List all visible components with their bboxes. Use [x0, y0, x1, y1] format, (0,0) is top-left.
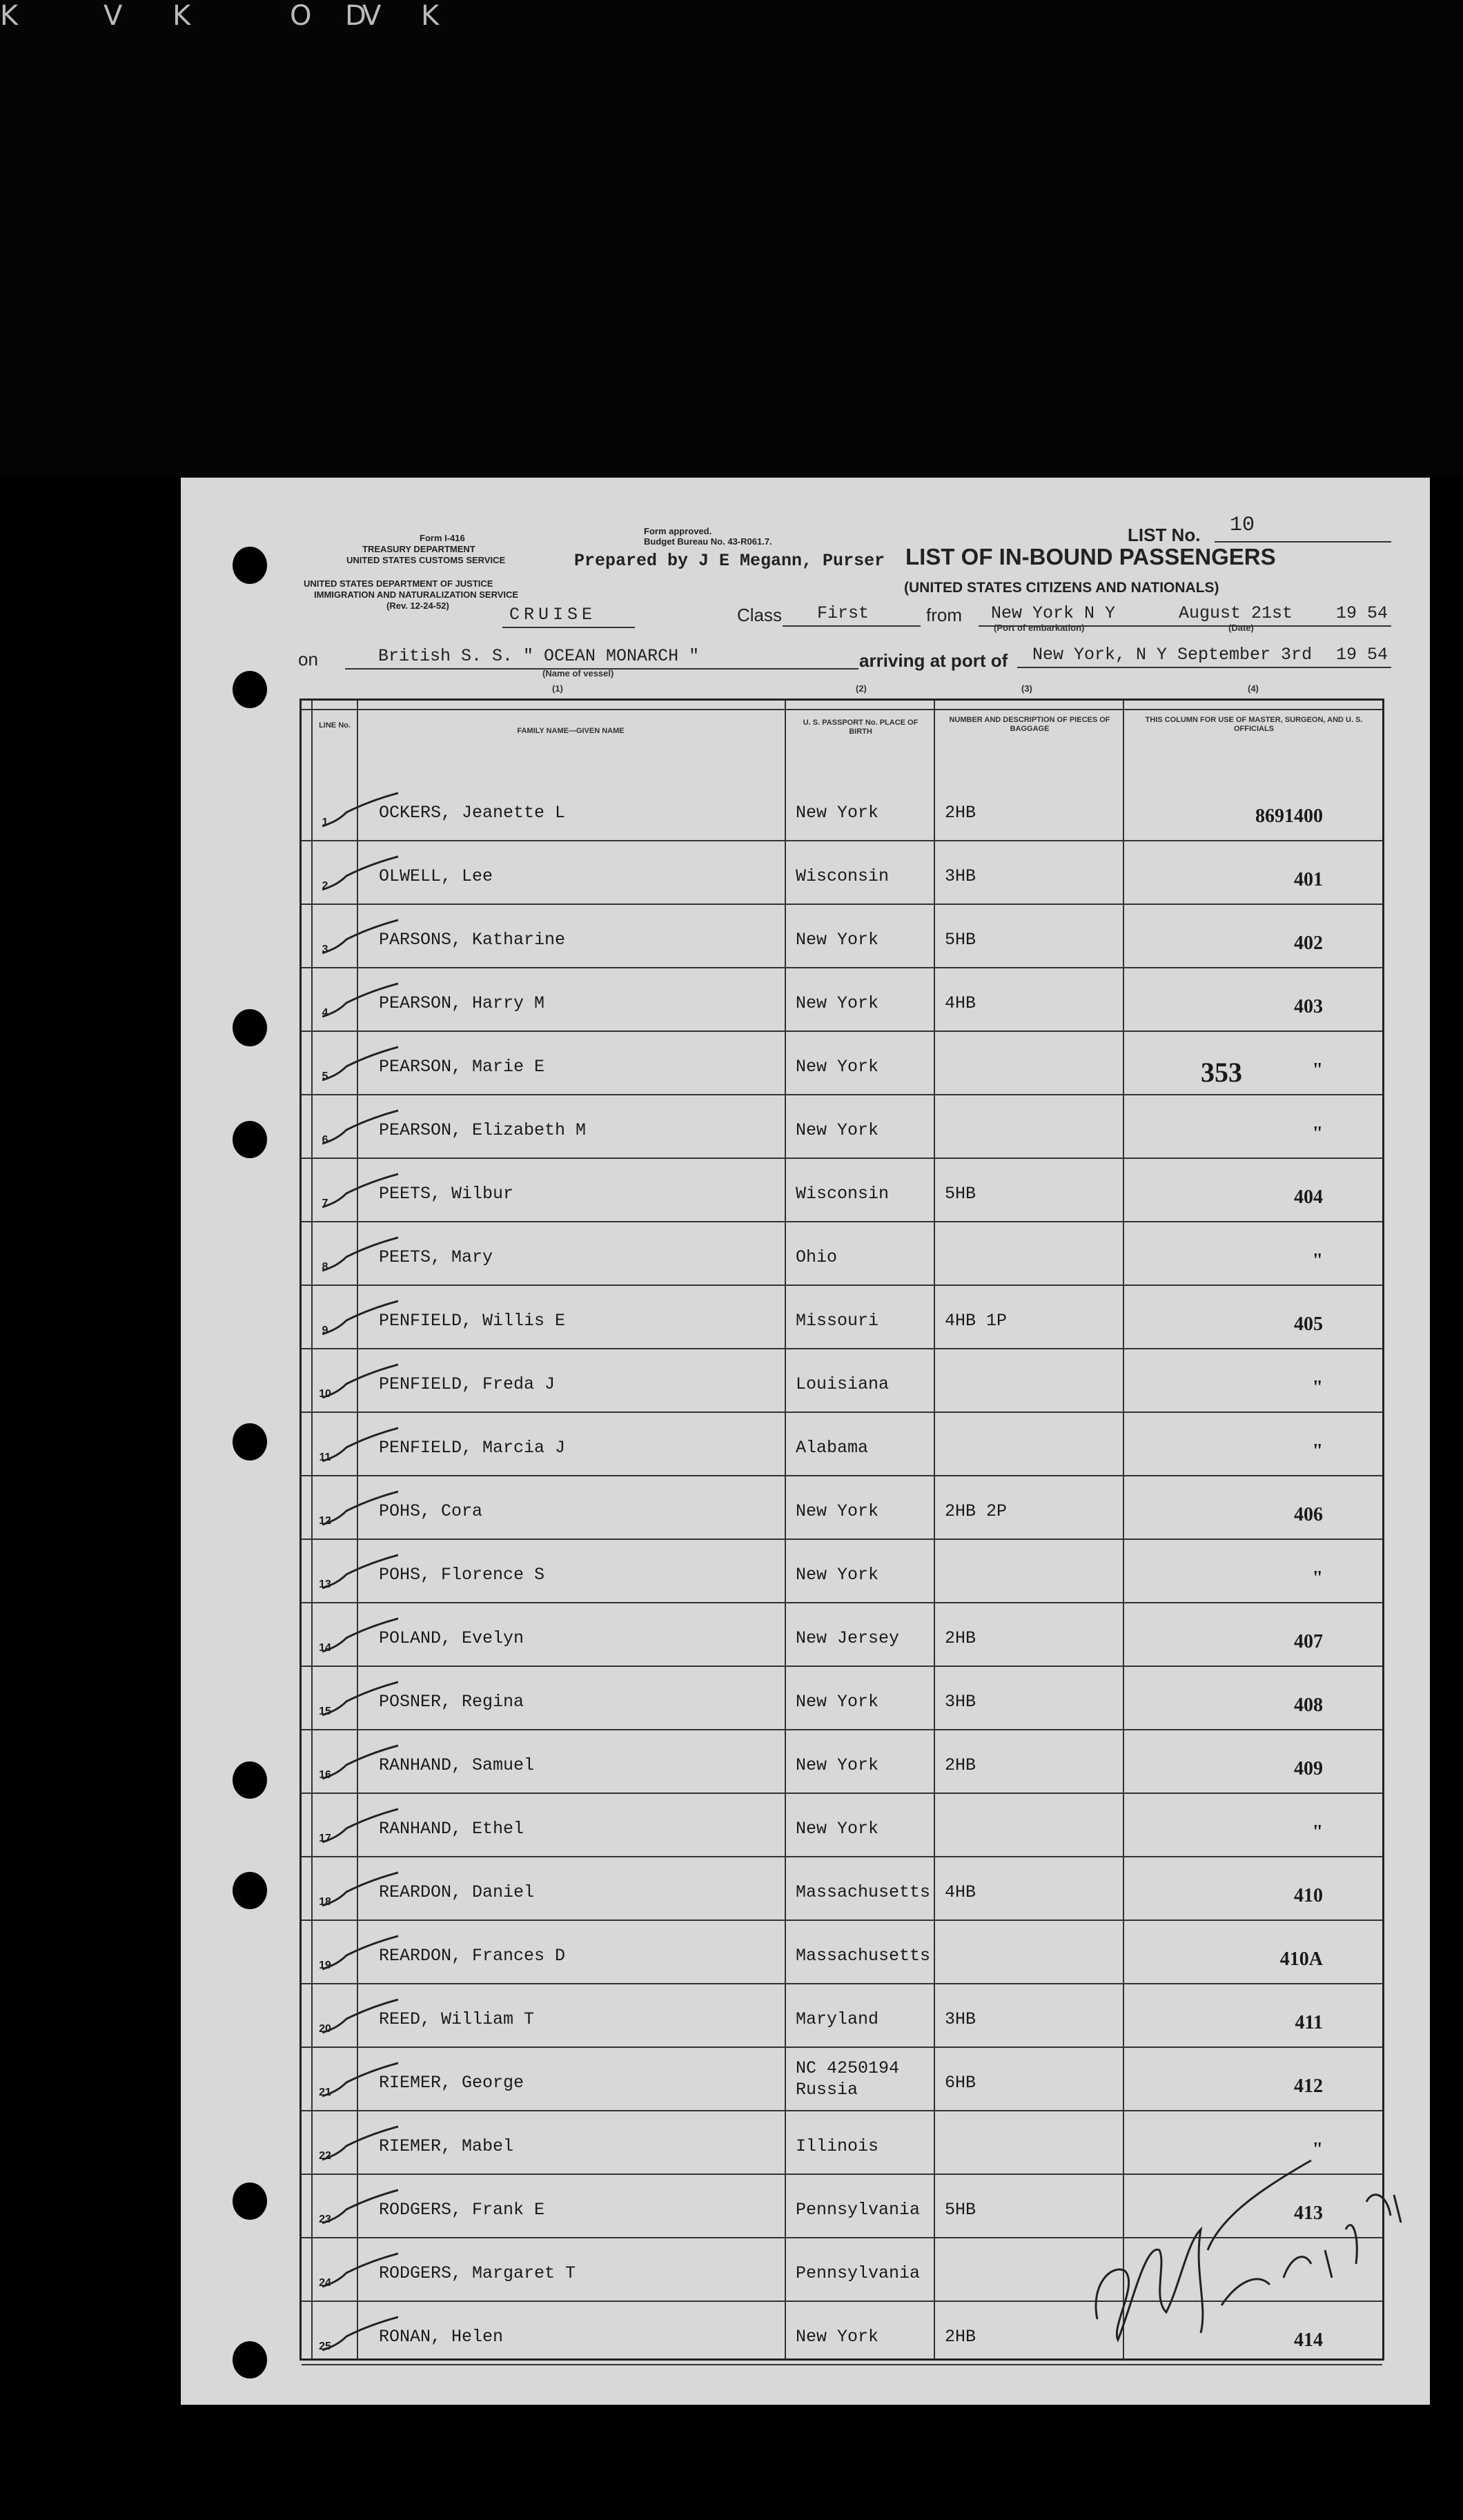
- arrival-port-date: New York, N Y September 3rd: [1032, 645, 1313, 665]
- baggage-count: 6HB: [945, 2073, 976, 2093]
- passenger-name: RANHAND, Samuel: [379, 1755, 535, 1775]
- baggage-count: 4HB 1P: [945, 1311, 1008, 1331]
- passenger-name: POHS, Cora: [379, 1501, 483, 1521]
- passenger-name: REED, William T: [379, 2009, 535, 2029]
- passenger-name: PEARSON, Elizabeth M: [379, 1120, 587, 1140]
- embark-port: New York N Y: [991, 603, 1116, 623]
- port-caption: (Port of embarkation): [994, 623, 1085, 633]
- official-number: 407: [1294, 1631, 1323, 1652]
- line-number: 2: [322, 880, 328, 892]
- official-number: 412: [1294, 2075, 1323, 2097]
- table-row: [302, 841, 1382, 905]
- check-mark-icon: [322, 855, 398, 897]
- col-header-name: FAMILY NAME—GIVEN NAME: [517, 727, 625, 735]
- class-label: Class: [737, 605, 783, 625]
- official-number: 411: [1295, 2012, 1323, 2033]
- place-of-birth: Missouri: [796, 1311, 879, 1331]
- check-mark-icon: [322, 2252, 398, 2294]
- table-row: [302, 1540, 1382, 1603]
- revision-label: (Rev. 12-24-52): [386, 600, 449, 611]
- check-mark-icon: [322, 1300, 398, 1341]
- check-mark-icon: [322, 1617, 398, 1659]
- check-mark-icon: [322, 2125, 398, 2167]
- baggage-count: 3HB: [945, 866, 976, 886]
- passenger-name: RODGERS, Frank E: [379, 2200, 545, 2220]
- table-row: [302, 1413, 1382, 1476]
- place-of-birth: Louisiana: [796, 1374, 890, 1394]
- justice-label: UNITED STATES DEPARTMENT OF JUSTICE: [304, 578, 493, 589]
- embark-year: 19 54: [1336, 603, 1388, 623]
- line-number: 7: [322, 1198, 328, 1209]
- punch-hole: [233, 1009, 267, 1046]
- baggage-count: 5HB: [945, 2200, 976, 2220]
- baggage-count: 4HB: [945, 993, 976, 1013]
- punch-hole: [233, 1872, 267, 1909]
- col-index-2: (2): [856, 683, 867, 694]
- place-of-birth: New York: [796, 1120, 879, 1140]
- form-approved: Form approved.: [644, 526, 712, 536]
- place-of-birth: Wisconsin: [796, 1184, 890, 1204]
- list-number: 10: [1230, 514, 1255, 537]
- table-row: [302, 905, 1382, 968]
- birthplace: Russia: [796, 2080, 858, 2100]
- line-number: 14: [319, 1642, 331, 1654]
- place-of-birth: New Jersey: [796, 1628, 900, 1648]
- line-number: 25: [319, 2341, 331, 2352]
- line-number: 6: [322, 1134, 328, 1146]
- place-of-birth: Pennsylvania: [796, 2200, 921, 2220]
- line-number: 19: [319, 1960, 331, 1971]
- baggage-count: 2HB 2P: [945, 1501, 1008, 1521]
- film-mark: O: [290, 0, 312, 32]
- class-underline: [783, 625, 921, 627]
- film-mark: K: [421, 0, 440, 32]
- table-row: [302, 1349, 1382, 1413]
- official-number: ": [1312, 1250, 1323, 1271]
- check-mark-icon: [322, 1808, 398, 1849]
- place-of-birth: New York: [796, 2327, 879, 2347]
- col-index-4: (4): [1248, 683, 1259, 694]
- place-of-birth: Pennsylvania: [796, 2263, 921, 2283]
- place-of-birth: Ohio: [796, 1247, 838, 1267]
- check-mark-icon: [322, 919, 398, 960]
- line-number: 4: [322, 1007, 328, 1019]
- table-row: [302, 778, 1382, 841]
- passenger-table: [300, 699, 1384, 2361]
- passenger-name: RIEMER, Mabel: [379, 2136, 514, 2156]
- line-number: 24: [319, 2277, 331, 2289]
- film-mark: V: [362, 0, 382, 32]
- official-number: 409: [1294, 1758, 1323, 1779]
- check-mark-icon: [322, 1490, 398, 1532]
- place-of-birth: [796, 2058, 899, 2100]
- line-number: 22: [319, 2150, 331, 2162]
- official-number: 414: [1294, 2329, 1323, 2351]
- check-mark-icon: [322, 1744, 398, 1786]
- official-number: 413: [1294, 2202, 1323, 2224]
- col-header-line: LINE No.: [319, 721, 351, 730]
- official-number: ": [1312, 1567, 1323, 1589]
- check-mark-icon: [322, 1173, 398, 1214]
- col-header-baggage: NUMBER AND DESCRIPTION OF PIECES OF BAGGAGE: [949, 716, 1110, 733]
- passenger-name: PEARSON, Harry M: [379, 993, 545, 1013]
- row-divider: [302, 2364, 1382, 2365]
- line-number: 1: [322, 817, 328, 828]
- table-row: [302, 1730, 1382, 1794]
- line-number: 21: [319, 2087, 331, 2098]
- official-number: 403: [1294, 996, 1323, 1017]
- punch-hole: [233, 1121, 267, 1158]
- line-number: 17: [319, 1833, 331, 1844]
- official-number: 410: [1294, 1885, 1323, 1906]
- film-mark: K: [173, 0, 191, 32]
- check-mark-icon: [322, 982, 398, 1024]
- check-mark-icon: [322, 2189, 398, 2230]
- official-number: 402: [1294, 932, 1323, 954]
- punch-hole: [233, 1423, 267, 1461]
- check-mark-icon: [322, 792, 398, 833]
- form-number: Form I-416: [420, 533, 465, 543]
- official-number: 8691400: [1255, 805, 1323, 827]
- col-index-3: (3): [1021, 683, 1032, 694]
- check-mark-icon: [322, 1935, 398, 1976]
- baggage-count: 2HB: [945, 1628, 976, 1648]
- check-mark-icon: [322, 2062, 398, 2103]
- check-mark-icon: [322, 1109, 398, 1151]
- place-of-birth: New York: [796, 1692, 879, 1712]
- punch-hole: [233, 2182, 267, 2220]
- official-number: ": [1312, 2139, 1323, 2160]
- line-number: 3: [322, 944, 328, 955]
- list-number-line: [1215, 541, 1391, 543]
- line-number: 9: [322, 1325, 328, 1336]
- line-number: 23: [319, 2214, 331, 2225]
- table-row: [302, 1857, 1382, 1921]
- passenger-name: PEETS, Mary: [379, 1247, 493, 1267]
- arriving-label: arriving at port of: [859, 650, 1008, 671]
- film-mark: V: [104, 0, 123, 32]
- film-mark: D: [345, 0, 366, 32]
- punch-hole: [233, 671, 267, 708]
- passenger-name: POHS, Florence S: [379, 1565, 545, 1585]
- passenger-name: POLAND, Evelyn: [379, 1628, 524, 1648]
- passenger-name: OLWELL, Lee: [379, 866, 493, 886]
- official-signature: [1083, 2147, 1415, 2354]
- place-of-birth: New York: [796, 1565, 879, 1585]
- baggage-count: 3HB: [945, 1692, 976, 1712]
- passenger-name: PARSONS, Katharine: [379, 930, 566, 950]
- line-number: 15: [319, 1706, 331, 1717]
- class-value: First: [817, 603, 870, 623]
- prepared-by: Prepared by J E Megann, Purser: [574, 551, 885, 571]
- place-of-birth: Illinois: [796, 2136, 879, 2156]
- table-row: [302, 2048, 1382, 2111]
- official-number: 410A: [1279, 1948, 1323, 1970]
- check-mark-icon: [322, 1236, 398, 1278]
- place-of-birth: Wisconsin: [796, 866, 890, 886]
- table-row: [302, 1095, 1382, 1159]
- on-label: on: [298, 649, 318, 670]
- table-row: [302, 1159, 1382, 1222]
- official-number: ": [1312, 1821, 1323, 1843]
- passenger-name: REARDON, Daniel: [379, 1882, 535, 1902]
- line-number: 13: [319, 1579, 331, 1590]
- line-number: 10: [319, 1388, 331, 1400]
- table-row: [302, 1984, 1382, 2048]
- from-label: from: [926, 605, 962, 625]
- passenger-name: RONAN, Helen: [379, 2327, 504, 2347]
- passenger-name: PEETS, Wilbur: [379, 1184, 514, 1204]
- treasury-label: TREASURY DEPARTMENT: [362, 544, 475, 554]
- baggage-count: 3HB: [945, 2009, 976, 2029]
- check-mark-icon: [322, 1363, 398, 1405]
- document-subtitle: (UNITED STATES CITIZENS AND NATIONALS): [904, 580, 1219, 596]
- line-number: 5: [322, 1071, 328, 1082]
- baggage-count: 5HB: [945, 930, 976, 950]
- official-number: 401: [1294, 869, 1323, 890]
- baggage-count: 2HB: [945, 1755, 976, 1775]
- passenger-name: PEARSON, Marie E: [379, 1057, 545, 1077]
- place-of-birth: Maryland: [796, 2009, 879, 2029]
- official-number: 406: [1294, 1504, 1323, 1525]
- place-of-birth: Alabama: [796, 1438, 869, 1458]
- vessel-caption: (Name of vessel): [542, 668, 614, 678]
- passenger-name: PENFIELD, Willis E: [379, 1311, 566, 1331]
- place-of-birth: New York: [796, 803, 879, 823]
- place-of-birth: Massachusetts: [796, 1946, 931, 1966]
- cruise-underline: [502, 627, 635, 628]
- table-row: [302, 1286, 1382, 1349]
- baggage-count: 2HB: [945, 2327, 976, 2347]
- customs-label: UNITED STATES CUSTOMS SERVICE: [346, 555, 506, 565]
- baggage-count: 5HB: [945, 1184, 976, 1204]
- passport-number: NC 4250194: [796, 2058, 900, 2078]
- check-mark-icon: [322, 1681, 398, 1722]
- embark-date: August 21st: [1179, 603, 1293, 623]
- col-index-1: (1): [552, 683, 563, 694]
- baggage-count: 2HB: [945, 803, 976, 823]
- line-number: 8: [322, 1261, 328, 1273]
- official-number: 404: [1294, 1186, 1323, 1208]
- passenger-name: REARDON, Frances D: [379, 1946, 566, 1966]
- official-number: 405: [1294, 1313, 1323, 1335]
- table-row: [302, 1667, 1382, 1730]
- passenger-name: RANHAND, Ethel: [379, 1819, 524, 1839]
- punch-hole: [233, 1761, 267, 1799]
- table-row: [302, 1603, 1382, 1667]
- budget-bureau: Budget Bureau No. 43-R061.7.: [644, 536, 772, 547]
- official-number: ": [1312, 1123, 1323, 1144]
- line-number: 16: [319, 1769, 331, 1781]
- passenger-name: RODGERS, Margaret T: [379, 2263, 576, 2283]
- place-of-birth: New York: [796, 1057, 879, 1077]
- table-row: [302, 1794, 1382, 1857]
- col-header-passport: U. S. PASSPORT No. PLACE OF BIRTH: [803, 719, 919, 736]
- row-divider: [302, 709, 1382, 710]
- document-title: LIST OF IN-BOUND PASSENGERS: [905, 544, 1276, 569]
- passenger-name: OCKERS, Jeanette L: [379, 803, 566, 823]
- film-frame-marks: [0, 0, 1463, 41]
- vessel-name: British S. S. " OCEAN MONARCH ": [378, 646, 700, 666]
- arrival-year: 19 54: [1336, 645, 1388, 665]
- punch-hole: [233, 2341, 267, 2379]
- line-number: 12: [319, 1515, 331, 1527]
- official-number: ": [1312, 1440, 1323, 1462]
- place-of-birth: New York: [796, 1501, 879, 1521]
- ins-label: IMMIGRATION AND NATURALIZATION SERVICE: [314, 589, 519, 600]
- passenger-name: PENFIELD, Marcia J: [379, 1438, 566, 1458]
- check-mark-icon: [322, 1046, 398, 1087]
- table-row: [302, 1222, 1382, 1286]
- official-number: ": [1312, 1377, 1323, 1398]
- arrival-underline: [1017, 667, 1391, 668]
- place-of-birth: New York: [796, 1819, 879, 1839]
- col-header-officials: THIS COLUMN FOR USE OF MASTER, SURGEON, AND U. S. OFFICIALS: [1145, 716, 1363, 733]
- official-number: 408: [1294, 1694, 1323, 1716]
- passenger-name: RIEMER, George: [379, 2073, 524, 2093]
- line-number: 20: [319, 2023, 331, 2035]
- check-mark-icon: [322, 2316, 398, 2357]
- check-mark-icon: [322, 1871, 398, 1913]
- baggage-count: 4HB: [945, 1882, 976, 1902]
- cruise-label: CRUISE: [509, 605, 597, 625]
- place-of-birth: New York: [796, 1755, 879, 1775]
- date-caption: (Date): [1228, 623, 1254, 633]
- place-of-birth: Massachusetts: [796, 1882, 931, 1902]
- passenger-name: PENFIELD, Freda J: [379, 1374, 556, 1394]
- check-mark-icon: [322, 1998, 398, 2040]
- check-mark-icon: [322, 1554, 398, 1595]
- table-row: [302, 968, 1382, 1032]
- film-border-top: [0, 0, 1463, 476]
- line-number: 18: [319, 1896, 331, 1908]
- place-of-birth: New York: [796, 993, 879, 1013]
- film-mark: K: [0, 0, 19, 32]
- passenger-name: POSNER, Regina: [379, 1692, 524, 1712]
- line-number: 11: [319, 1452, 331, 1463]
- page-stamp: 353: [1201, 1057, 1242, 1088]
- punch-hole: [233, 547, 267, 584]
- check-mark-icon: [322, 1427, 398, 1468]
- table-row: [302, 1476, 1382, 1540]
- table-row: [302, 1921, 1382, 1984]
- official-number: ": [1312, 1059, 1323, 1081]
- place-of-birth: New York: [796, 930, 879, 950]
- list-number-label: LIST No.: [1128, 525, 1201, 545]
